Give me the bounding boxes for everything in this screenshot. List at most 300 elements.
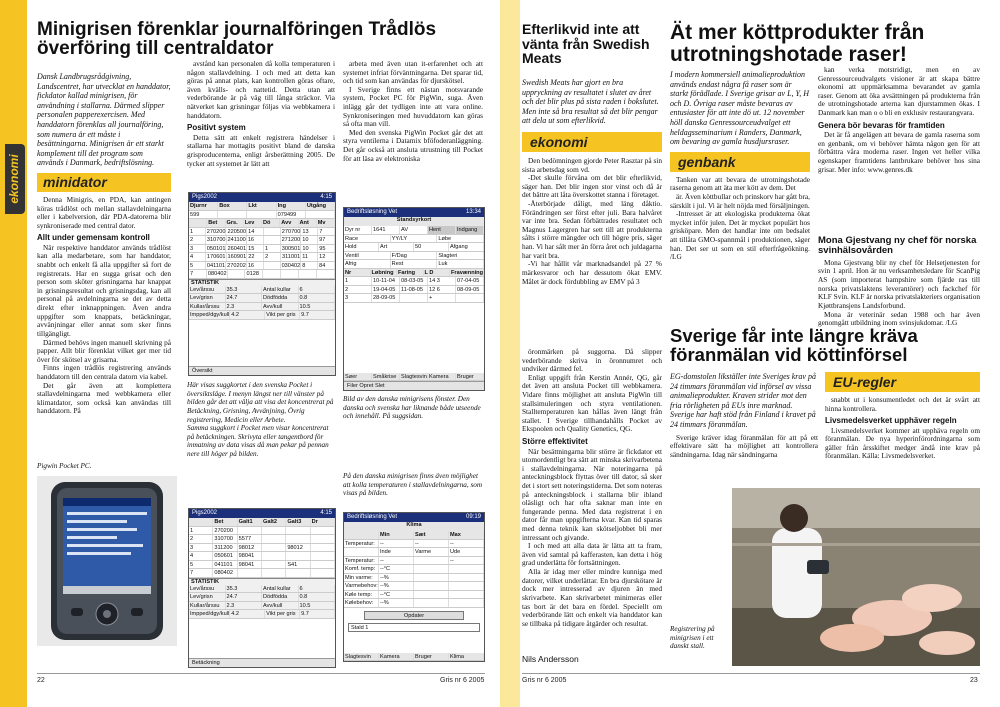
- left-lead: Dansk Landbrugsrådgivning, Landscentret, har utvecklat en handdator, fickdator kallad minigrisen, för användning i stallarna. Därmed slipper personalen papperexercisen. Med handdatorn förenklas all journalföring, som numera är ett måste i besättningarna. Minigrisen är ett starkt komplement till det program som används i Danmark, bedriftslösning.: [37, 72, 171, 168]
- cell: 10: [301, 236, 318, 244]
- pda-table-body: [189, 228, 335, 279]
- paragraph: kan verka motstridigt, men en av Genressourceudvalgets visioner är att skapa bättre ekonomi att uppmärksamma bevarandet av gamla raser. Genom att öka avsättningen på produkterna från de utrotningshotade arterna kan djurstammen ökas. I Danmark kan man o o bli en exklusiv restaurangvara.: [818, 65, 980, 118]
- cell: 6: [299, 585, 336, 593]
- cell: 9.7: [300, 311, 335, 319]
- cell: --: [379, 557, 414, 565]
- paragraph: -Vi har hållit vår marknadsandel på 27 % märkesvaror och har dessutom ökat EMV. Målet är dock fördubbling av EMV på 3: [522, 259, 662, 286]
- cell: Temperatur:: [344, 540, 379, 548]
- efterlikvid-column: [522, 78, 662, 346]
- cell: [189, 219, 207, 227]
- paragraph: -Det skulle förvåna om det blir efterlikvid, säger han. Det blir ingen stor vinst och då är det bättre att låta överskottet stanna i företaget.: [522, 173, 662, 200]
- pda-row: [189, 527, 335, 536]
- danish-climate-screen: [343, 512, 485, 662]
- cell: [238, 569, 262, 577]
- kottinforsel-column-2: [825, 372, 980, 484]
- cell: [262, 552, 286, 560]
- screen1-caption: [187, 381, 335, 459]
- cell: 12: [318, 253, 335, 261]
- cell: --: [449, 540, 484, 548]
- pda-row: [189, 311, 335, 320]
- cell: [414, 557, 449, 565]
- paragraph: Det är få angelägen att bevara de gamla raserna som en genbank, om vi behöver hämta någon gen för att förbättra våra moderna raser. Ingen vet heller vilka egenskaper framtidens lantbrukare behöver hos sina grisar. Mer info: www.genres.dk: [818, 130, 980, 174]
- cell: Løbning: [371, 269, 398, 277]
- cell: Impped/dgy/kull: [190, 611, 230, 617]
- pda-row: [344, 557, 484, 566]
- cell: 1: [264, 245, 281, 253]
- cell: Sæt: [414, 531, 449, 539]
- footer-rule: [37, 673, 485, 674]
- cell: Box: [218, 202, 247, 210]
- cell: [264, 236, 281, 244]
- cell: 241100: [227, 237, 246, 243]
- cell: --%: [379, 582, 414, 590]
- cell: 160901: [227, 254, 247, 260]
- pda-row: [344, 243, 484, 252]
- paragraph: Livsmedelsverket kommer att upphäva regeln om föranmälan. De nya hyperinförordningarna som gäller från årsskiftet medger ändå inte krav på föranmälan. Källa: Livsmedelsverket.: [825, 425, 980, 461]
- cell: Dödfödda: [262, 593, 299, 601]
- cell: Hold: [344, 243, 379, 251]
- cell: [189, 518, 213, 526]
- pda-title: Bedriftsløsning Vet: [347, 209, 398, 215]
- cell: 311200: [213, 544, 237, 552]
- cell: L D: [424, 269, 451, 277]
- pda-row: [344, 599, 484, 608]
- pda-table-header: [189, 518, 335, 527]
- cell: Fravænning: [451, 269, 484, 276]
- tab: Bruger: [456, 373, 484, 381]
- cell: [311, 544, 335, 552]
- cell: [262, 561, 286, 569]
- cell: --: [414, 540, 449, 548]
- cell: 0.8: [299, 294, 336, 302]
- cell: Ant: [299, 219, 317, 227]
- cell: 14 3: [428, 277, 456, 285]
- paragraph: Den bedömningen gjorde Peter Rasztar på sin sista arbetsdag som vd.: [522, 155, 662, 174]
- cell: [311, 569, 335, 577]
- cell: F/Dag: [391, 252, 438, 260]
- cell: Mv: [317, 219, 335, 227]
- pda-row: [344, 582, 484, 591]
- cell: 3: [344, 294, 372, 302]
- pda-row: [189, 303, 335, 312]
- cell: [311, 561, 335, 569]
- tab: Kamera: [428, 373, 456, 381]
- cell: 10-11-04: [372, 277, 400, 285]
- cell: Dödfödda: [262, 294, 299, 302]
- cell: 97: [318, 236, 335, 244]
- cell: [238, 527, 262, 535]
- pda-menu: Filer Opret Slet: [344, 381, 484, 390]
- screen2-caption: Bild av den danska minigrisens fönster. Den danska och svenska har liknande både utseende och innehåll. På suggsidan.: [343, 395, 481, 421]
- subheading: Genera bör bevaras för framtiden: [818, 120, 945, 130]
- paragraph: När respektive handdator används trådlöst kan alla medarbetare, som har handdator, snabbt och enkelt få alla uppgifter så fort de registrerats. Har en sugga grisat och den person som sköter grisningarna har knappat in grisningsresultat och grisningsdag, kan all personal på avdelningarna se det av detta direkt efter inknappningen. Även andra uppgifter som knappats, betäckningar, avvänjningar eller annat som sker finns tillgängligt.: [37, 242, 171, 338]
- cell: [449, 574, 484, 582]
- genbank-column-1: [670, 70, 810, 320]
- cell: [281, 270, 299, 278]
- pda-row: [189, 270, 335, 279]
- stall-photo: [732, 488, 980, 666]
- paragraph: öronmärken på suggorna. Då slipper vederbörande skriva in öronnumret och undviker därmed fel.: [522, 347, 662, 374]
- tab: Småkrise: [372, 373, 400, 381]
- cell: [247, 211, 276, 219]
- cell: 4: [189, 552, 213, 560]
- kottinforsel-lead: EG-domstolen likställer inte Sveriges krav på 24 timmars föranmälan vid införsel av vissa animalieprodukter. Kraven strider mot den fria rörligheten på EUs inre marknad. Sverige har haft stöd från Finland i kravet på 24 timmars föranmälan.: [670, 372, 816, 429]
- tab: Slagtesvin: [344, 653, 379, 661]
- cell: 7: [318, 228, 335, 236]
- cell: [400, 294, 428, 302]
- cell: S41: [286, 561, 310, 569]
- cell: Impped/dgy/kull: [190, 312, 230, 318]
- cell: Rest: [391, 260, 438, 268]
- cell: 270200: [206, 228, 226, 235]
- cell: [263, 270, 281, 278]
- cell: Bet: [207, 219, 225, 227]
- paragraph: snabbt ut i konsumentledet och det är svårt att hinna kontrollera.: [825, 395, 980, 413]
- pda-time: 4:15: [320, 194, 332, 200]
- cell: Bet: [213, 518, 237, 526]
- cell: 7: [189, 270, 207, 278]
- cell: 3: [189, 544, 213, 552]
- cell: 270700: [281, 228, 301, 235]
- cell: Køle temp:: [344, 591, 379, 599]
- cell: [311, 552, 335, 560]
- cell: Dr: [311, 518, 335, 526]
- pocket-screen-mating: [188, 508, 336, 668]
- stat-title: STATISTIK: [191, 279, 220, 286]
- cell: Avv: [280, 219, 298, 227]
- cell: 24.7: [226, 593, 263, 601]
- right-page-yellow-band: [500, 0, 520, 707]
- left-column-3: [343, 60, 483, 200]
- page-number: 22: [37, 677, 45, 684]
- cell: 270200: [213, 527, 237, 535]
- pda-titlebar: [344, 513, 484, 522]
- cell: Lev/grisn: [189, 294, 226, 302]
- cell: 14: [247, 228, 264, 236]
- cell: 310700: [213, 535, 237, 543]
- caption-text: Här visas suggkortet i den svenska Pocket i översiktsläge. I menyn längst ner till vänster på bilden går det att välja att visa det koncentrerat på Betäckning, Grisning, Avvänjning, Övrig registrering, Medicin eller Arbete.: [187, 381, 334, 424]
- cell: 9.7: [300, 610, 335, 618]
- pda-row: [189, 552, 335, 561]
- cell: 10: [301, 245, 318, 253]
- cell: [414, 591, 449, 599]
- cell: 5: [189, 262, 206, 270]
- genbank-section-band: genbank: [670, 152, 810, 172]
- cell: --°C: [379, 565, 414, 573]
- cell: 98041: [238, 561, 262, 569]
- paragraph: Med den svenska PigWin Pocket går det att styra ventilerna i Datamix bföfoderanläggning. Det går också att ansluta utrustning till Pocket för att läsa av elektroniska: [343, 127, 483, 163]
- genbank-column-2: [818, 66, 980, 194]
- cell: --%: [379, 574, 414, 582]
- cell: 84: [318, 262, 335, 270]
- byline: Nils Andersson: [522, 654, 579, 664]
- cell: [228, 270, 246, 278]
- paragraph: Enligt uppgift från Kerstin Annér, QG, går det även att ansluta Pocket till webbkamera. Vidare finns möjlighet att ansluta PigWin till stallsimuleringen och styra ventilationen. Stalltemperaturen kan hållas även längt från stallet. I Sverige tillhandahålls Pocket av Ekspoolen och Quality Genetics, QG.: [522, 372, 662, 434]
- cell: [264, 228, 281, 236]
- pda-row: [189, 228, 335, 237]
- pda-table-header: [344, 269, 484, 278]
- cell: Lev: [244, 219, 262, 227]
- cell: Nr: [344, 269, 371, 277]
- cell: [299, 270, 317, 278]
- subheading: Större effektivitet: [522, 437, 588, 447]
- paragraph: Alla är idag mer eller mindre kunniga med datorer, vilket underlättar. En bra djurskötare är dock mer intresserad av djuren än med skrivarbete. Kan skrivarbetet minimeras eller tas bort är det bara en fördel. Speciellt om vederbörande lätt och enkelt via handdator kan se tillbaka på tidigare åtgärder och resultat.: [522, 567, 662, 628]
- pda-row: [344, 286, 484, 295]
- cell: 5577: [238, 535, 262, 543]
- cell: 170601: [206, 254, 226, 260]
- pda-table-header: [344, 531, 484, 540]
- cell: 6: [299, 286, 336, 294]
- cell: [311, 527, 335, 535]
- paragraph: Detta sätt att enkelt registrera händelser i stallarna har mottagits positivt bland de danska grisproducenterna, enligt årsberättning 2005. De tycker att systemet är lätt att: [187, 132, 335, 168]
- cell: 041101: [213, 561, 237, 569]
- cell: [414, 574, 449, 582]
- cell: Min: [379, 531, 414, 539]
- cell: [286, 552, 310, 560]
- cell: Vikt per gris: [265, 610, 300, 618]
- paragraph: är. Även köttbullar och prinskorv har gått bra, särskilt i jul. Vi är helt nöjda med försäljningen.: [670, 191, 810, 210]
- pda-row: [344, 294, 484, 303]
- continuation-column: [522, 348, 662, 648]
- left-column-2: [187, 60, 335, 190]
- pocket-pc-photo: [37, 476, 177, 646]
- pda-row: [189, 602, 335, 611]
- cell: 4.2: [230, 311, 265, 319]
- cell: Lev/årssu: [189, 585, 226, 593]
- cell: Galt3: [286, 518, 310, 526]
- gjestvang-box: [818, 236, 980, 326]
- pda-row: [344, 548, 484, 557]
- cell: 7: [189, 569, 213, 577]
- cell: Indgang: [456, 226, 484, 234]
- cell: 300501: [281, 245, 301, 252]
- cell: --: [379, 540, 414, 548]
- cell: 0128: [245, 270, 263, 278]
- cell: 10.5: [299, 303, 336, 311]
- paragraph: Mona Gjestvang blir ny chef för Helsetjenesten for svin 1 april. Hon är nu verksamhetsledare för ScanPig AS (som importerat hampshire som fjärde ras till norska privatslaktens leverantörer) och fackchef för KLF Svin. KLF är norska privatslakteriers organisation Kjøttbransjens Landsforbund.: [818, 257, 980, 310]
- left-col1-body: [37, 196, 171, 416]
- paragraph: arbeta med även utan it-erfarenhet och att systemet infriat förväntningarna. Det sparar tid, och tid som kan användas för djurskötsel.: [343, 59, 483, 86]
- cell: 2: [344, 286, 372, 294]
- cell: +: [428, 294, 456, 302]
- kottinforsel-column-1: [670, 372, 818, 472]
- stall-photo-illustration: [732, 488, 980, 666]
- cell: Temperatur:: [344, 557, 379, 565]
- pda-title: Pigs2002: [192, 194, 218, 200]
- cell: 98012: [238, 544, 262, 552]
- cell: Art: [379, 243, 414, 251]
- pda-row: [344, 277, 484, 286]
- efterlikvid-body: [522, 157, 662, 286]
- pda-table-body: [344, 540, 484, 608]
- paragraph: -Intresset är att ekologiska produkterna ökat mycket inför julen. Det är mycket populärt hos grisköpare. Men det handlar inte om bedsalet att tillåta GMO-spannmål i produktionen, säger han. Det ser ut som en stil efterfrågeökning. /LG: [670, 209, 810, 262]
- cell: 13: [301, 228, 318, 236]
- cell: 28-09-05: [372, 294, 400, 302]
- subheading: Allt under gemensam kontroll: [37, 233, 150, 243]
- cell: --°C: [379, 591, 414, 599]
- paragraph: Tanken var att bevara de utrotningshotade raserna genom att äta mer kött av dem. Det: [670, 174, 810, 193]
- cell: Kullar/årssu: [189, 602, 226, 610]
- eu-regler-band: EU-regler: [825, 372, 980, 392]
- cell: 2.3: [226, 602, 263, 610]
- tab: Kamera: [379, 653, 414, 661]
- pda-statistics: [189, 578, 335, 619]
- cell: Antal kullar: [262, 286, 299, 294]
- kottinforsel-headline: Sverige får inte längre kräva föranmälan vid köttinförsel: [670, 325, 918, 366]
- paragraph: avstånd kan personalen då kolla temperaturen i någon stallavdelning. I och med att detta kan göras på annat plats, kan kontrollen göras oftare, även kvälls- och nattetid. Detta utan att vederbörande är på väg till långa sträckor. Via nätverket kan grisningar följas via webbkamera i handdatorn.: [187, 59, 335, 120]
- cell: [311, 535, 335, 543]
- left-section-band: minidator: [37, 173, 171, 192]
- cell: [449, 599, 484, 607]
- cell: 22: [247, 253, 264, 261]
- pda-row: [189, 593, 335, 602]
- pda-titlebar: [189, 509, 335, 518]
- cell: 030402: [281, 262, 301, 269]
- pda-tabs: [344, 373, 484, 382]
- cell: 080402: [207, 271, 227, 277]
- pda-titlebar: [344, 208, 484, 217]
- paragraph: Denna Minigris, en PDA, kan antingen köras trådlöst och mellan stallavdelningarna eller i kabelversion, där PDA-datorerna blir synkroniserade med central dator.: [37, 194, 171, 230]
- gjestvang-headline: Mona Gjestvang ny chef för norska svinhälsovården: [818, 235, 977, 257]
- pda-view-menu: Översikt: [189, 366, 335, 375]
- pda-statistics: [189, 279, 335, 320]
- pda-row: [189, 286, 335, 295]
- cell: --: [449, 557, 484, 565]
- pda-row: [344, 252, 484, 261]
- cell: [414, 565, 449, 573]
- cell: 080402: [213, 569, 237, 577]
- cell: Slagteri: [437, 252, 484, 260]
- cell: Dö: [262, 219, 280, 227]
- cell: 2: [264, 253, 281, 261]
- cell: 24.7: [226, 294, 263, 302]
- cell: 35.3: [226, 286, 263, 294]
- danish-minigris-screen: [343, 207, 485, 391]
- paragraph: Mona är veterinär sedan 1988 och har även genomgått utbildning inom svinsjukdomar. /LG: [818, 309, 980, 328]
- cell: 19-04-05: [372, 286, 400, 294]
- cell: 35.3: [226, 585, 263, 593]
- cell: [262, 527, 286, 535]
- cell: [449, 591, 484, 599]
- pda-row: [189, 253, 335, 262]
- pda-row: [189, 294, 335, 303]
- pda-table-body: [189, 527, 335, 578]
- cell: 1: [189, 527, 213, 535]
- pda-animal-row: [344, 226, 484, 235]
- pda-form: [344, 235, 484, 269]
- cell: 98041: [238, 552, 262, 560]
- cell: 270202: [227, 262, 246, 269]
- efterlikvid-lead: Swedish Meats har gjort en bra uppryckning av resultatet i slutet av året och det blir plus på sista raden i bokslutet. Men inte så bra resultat så det blir pengar att dela ut som efterlikvid.: [522, 78, 659, 126]
- stall-photo-caption: Registrering på minigrisen i ett danskt stall.: [670, 625, 715, 651]
- cell: 4: [189, 253, 206, 261]
- section-tab-label: ekonomi: [7, 154, 21, 204]
- cell: Grs.: [226, 219, 244, 227]
- cell: 0.8: [299, 593, 336, 601]
- cell: 311001: [281, 254, 301, 260]
- cell: [317, 270, 335, 278]
- cell: [449, 565, 484, 573]
- cell: 08-03-05: [400, 277, 428, 285]
- left-column-1: [37, 72, 171, 452]
- magazine-issue: Gris nr 6 2005: [522, 677, 567, 684]
- stall-select: Stald 1: [348, 623, 480, 632]
- stat-title: STATISTIK: [191, 578, 220, 585]
- pda-row: [189, 262, 335, 271]
- pda-field-values: [189, 211, 335, 220]
- paragraph: När besättningarna blir större är fickdator ett utomordentligt bra sätt att minska skrivarbetena i stallavdelningarna. När noteringarna på anteckningsblock flyttas över till dator, så sker det i stort sett noteringstiderna. Det som noteras på anteckningsblock i stallarna blir ibland oläsligt och har ofta saknar man inte en fungerande penna. Med data registrerat i en dator får man uppgifterna kvar. Kan tid sparas med denna teknik kan skötseljobbet bli mer intressant och givande.: [522, 446, 662, 542]
- cell: [306, 211, 335, 219]
- cell: [344, 531, 379, 539]
- cell: [262, 535, 286, 543]
- cell: Antal kullar: [262, 585, 299, 593]
- pda-time: 09:19: [465, 514, 481, 520]
- cell: Ing: [277, 202, 306, 210]
- genbank-headline: Ät mer köttprodukter från utrotningshotade raser!: [670, 21, 925, 67]
- cell: Ventil: [344, 252, 391, 260]
- pda-title: Pigs2002: [192, 510, 218, 516]
- pda-row: [344, 574, 484, 583]
- pda-row: [189, 610, 335, 619]
- magazine-issue: Gris nr 6 2005: [440, 677, 485, 684]
- pda-row: [189, 569, 335, 578]
- pda-row: [189, 245, 335, 254]
- genbank-lead: I modern kommersiell animalieproduktion används endast några få raser som är starkt förädlade. I Sverige grisar av L, Y, H och D. Övriga raser måste bevaras av entusiaster för att inte dö ut. 12 november höll danska Genressourceudvalget ett heldagsseminarium i Randers, Danmark, om bevaring av gamla husdjursraser.: [670, 70, 810, 147]
- cell: 98012: [286, 544, 310, 552]
- pda-time: 13:34: [465, 209, 481, 215]
- tab: Søer: [344, 373, 372, 381]
- pda-row: [189, 561, 335, 570]
- pda-row: [344, 591, 484, 600]
- cell: 1: [344, 277, 372, 285]
- cell: [264, 262, 281, 270]
- cell: [286, 569, 310, 577]
- cell: 3: [189, 245, 206, 253]
- cell: 079499: [277, 211, 306, 219]
- cell: [262, 544, 286, 552]
- pocket-pc-illustration: [37, 476, 177, 646]
- cell: Vikt per gris: [265, 311, 300, 319]
- cell: [449, 582, 484, 590]
- cell: Galt1: [238, 518, 262, 526]
- tab: Klima: [449, 653, 484, 661]
- cell: Race: [344, 235, 391, 243]
- paragraph: Finns ingen trådlös registrering används handdatorn till den centrala datorn via kabel.: [37, 363, 171, 381]
- left-page-yellow-band: [0, 0, 27, 707]
- right-page: [500, 0, 1000, 707]
- pda-row: [344, 540, 484, 549]
- pda-title: Bedriftsløsning Vet: [347, 514, 398, 520]
- cell: [218, 211, 247, 219]
- cell: [456, 294, 484, 302]
- cell: Galt2: [262, 518, 286, 526]
- cell: Avv/kull: [262, 303, 299, 311]
- cell: [262, 569, 286, 577]
- subheading: Livsmedelsverket upphäver regeln: [825, 416, 957, 426]
- cell: 050101: [206, 245, 226, 252]
- cell: Utgång: [306, 202, 335, 210]
- cell: 4.2: [230, 610, 265, 618]
- cell: Max: [449, 531, 484, 539]
- kottinforsel-body: [670, 434, 818, 460]
- cell: Djurnr: [189, 202, 218, 210]
- left-headline: Minigrisen förenklar journalföringen Trådlös överföring till centraldator: [37, 19, 437, 59]
- cell: Kullar/årssu: [189, 303, 226, 311]
- cell: 07-04-05: [456, 277, 484, 285]
- cell: 310700: [206, 237, 226, 243]
- pda-tabs: [344, 653, 484, 662]
- cell: Afrig: [344, 260, 391, 268]
